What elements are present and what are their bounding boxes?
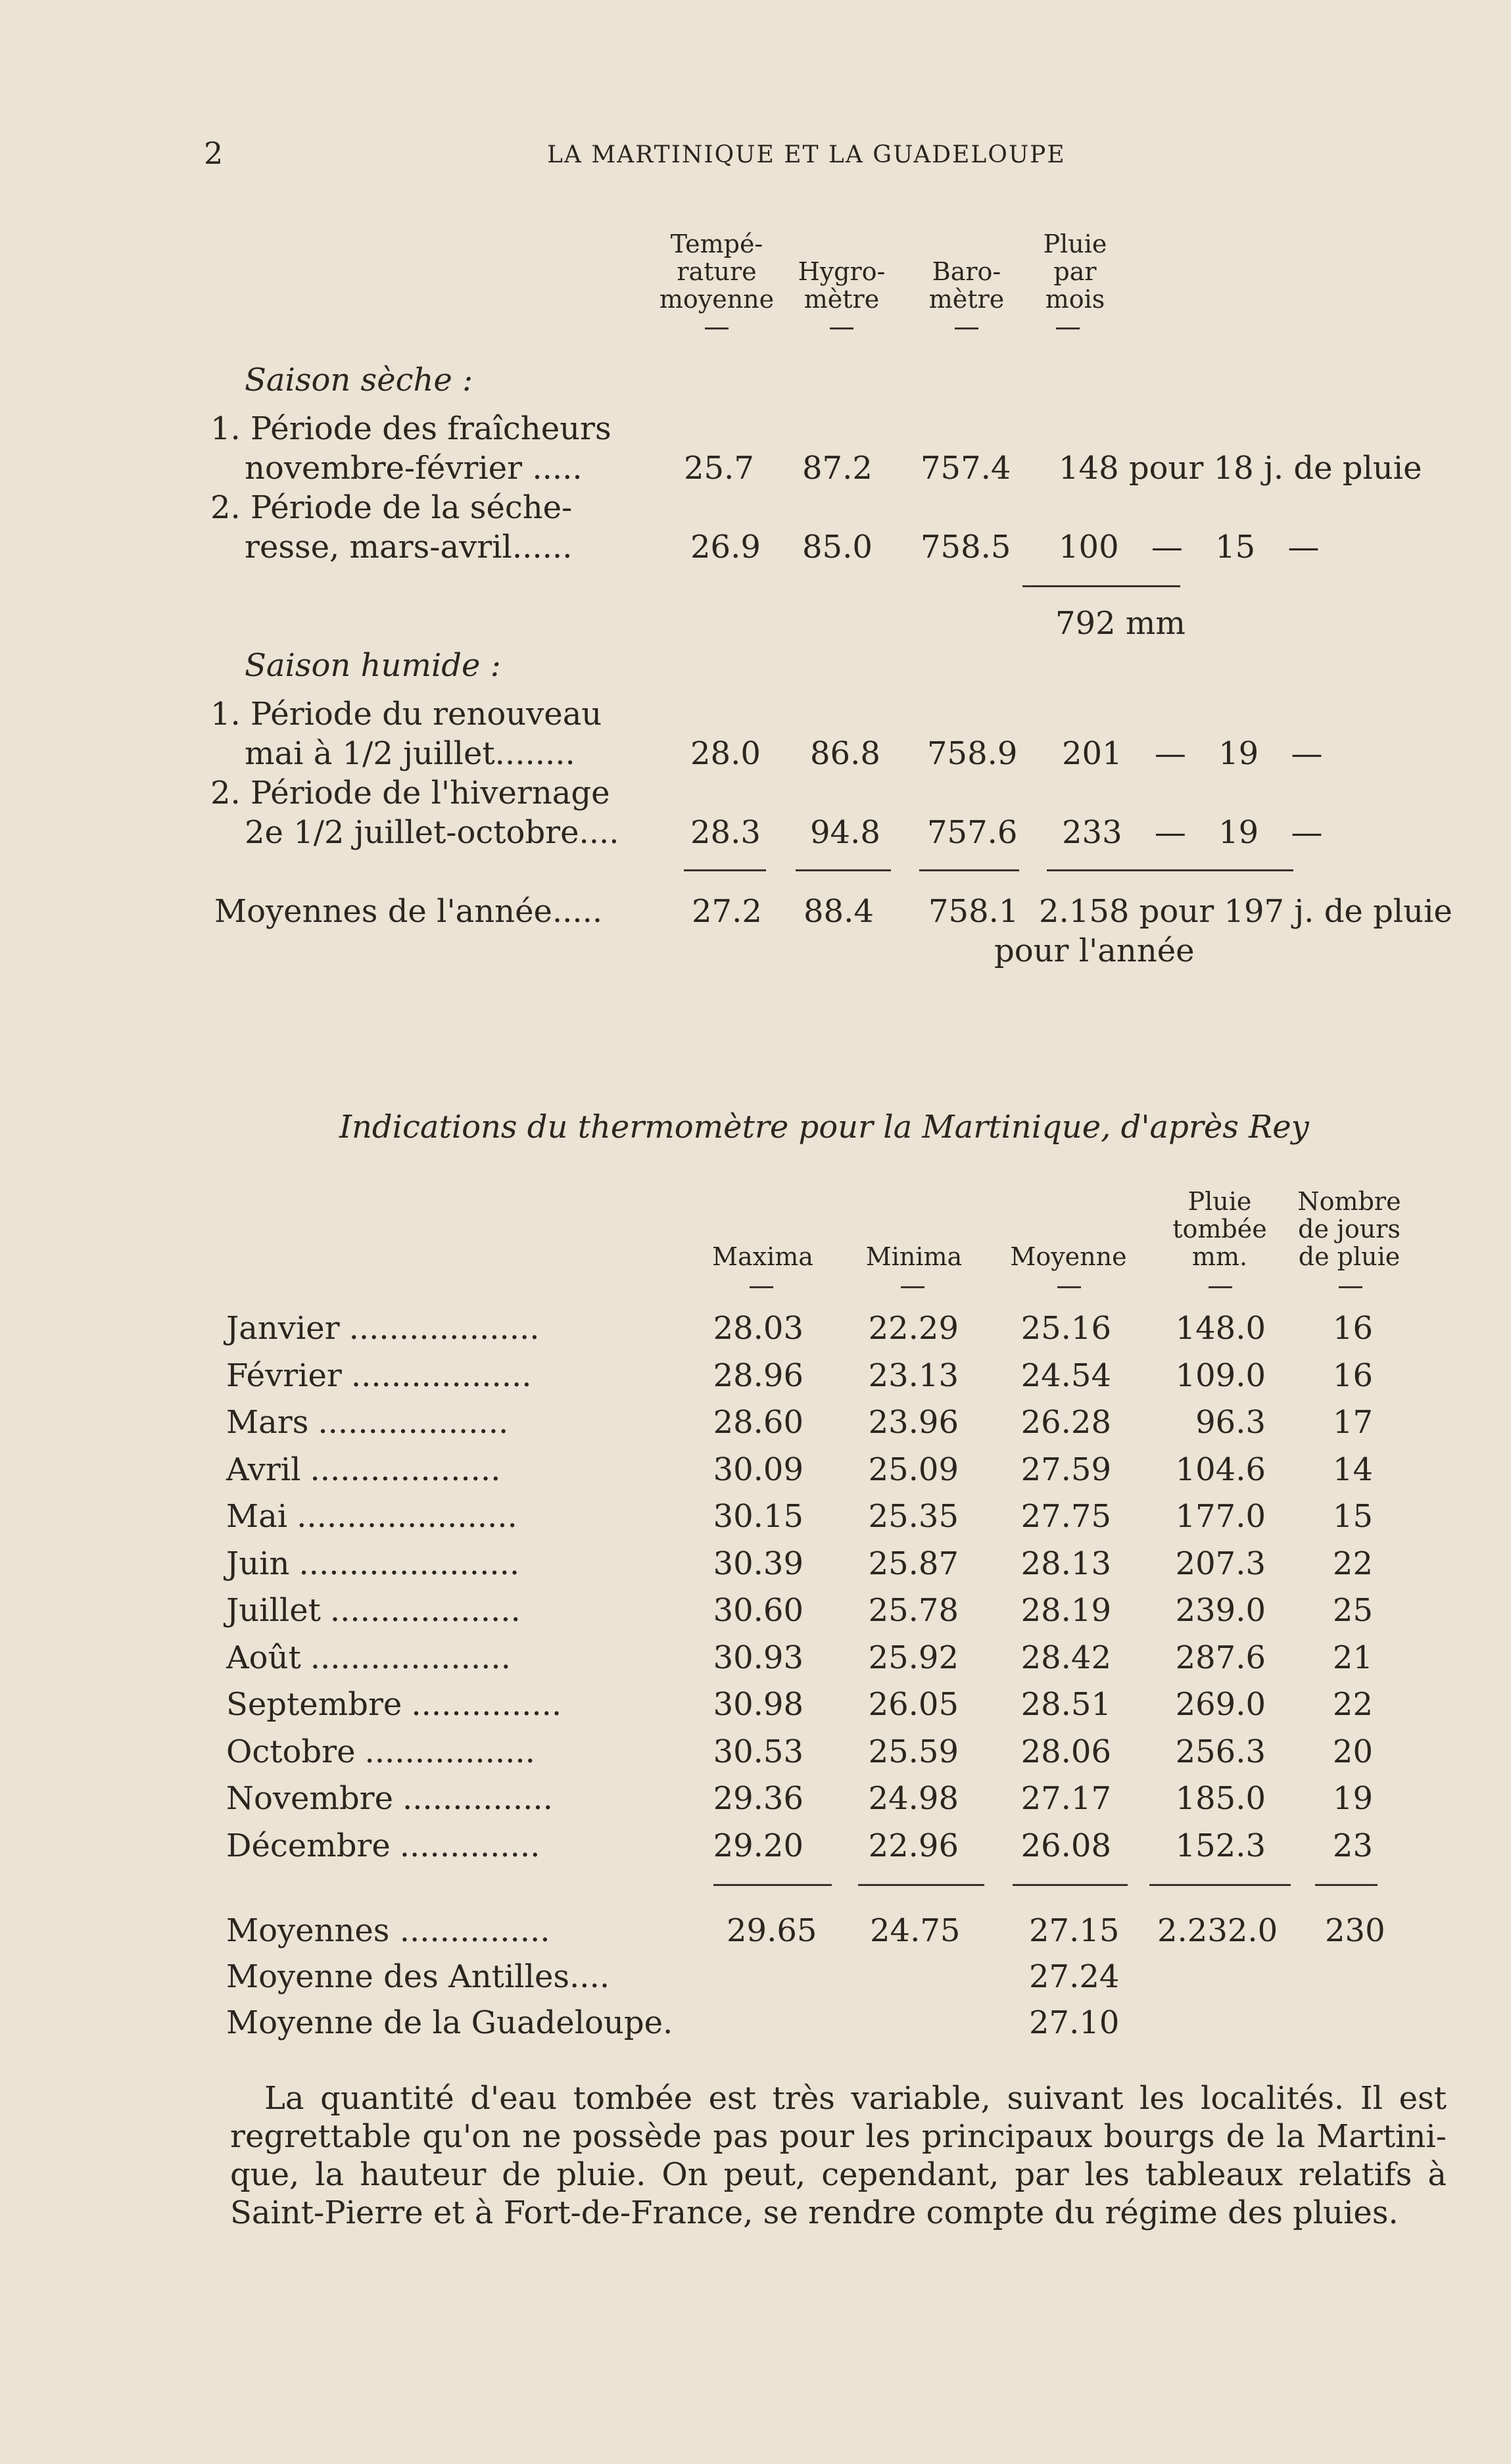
month-name: Janvier bbox=[226, 1310, 340, 1347]
cell-min: 22.96 bbox=[868, 1827, 959, 1864]
cell-rain: 96.3 bbox=[1195, 1404, 1266, 1441]
month-label bbox=[226, 1310, 540, 1347]
header-barometre: Baro- mètre bbox=[928, 257, 1005, 314]
cell-min: 25.59 bbox=[868, 1733, 959, 1770]
cell-rain: 104.6 bbox=[1175, 1451, 1266, 1488]
cell-rain: 100 — 15 — bbox=[1059, 529, 1320, 566]
cell-max: 28.60 bbox=[713, 1404, 803, 1441]
cell-rain: 269.0 bbox=[1175, 1686, 1266, 1723]
cell-baro: 758.5 bbox=[921, 529, 1011, 566]
header-hygrometre: Hygro- mètre bbox=[798, 257, 886, 314]
cell-moy: 28.19 bbox=[1020, 1592, 1111, 1629]
cell-min: 25.92 bbox=[868, 1639, 959, 1676]
row-label: 1. Période du renouveau bbox=[210, 696, 602, 733]
leader-dots: ................... bbox=[310, 1451, 501, 1488]
cell-max: 30.98 bbox=[713, 1686, 803, 1723]
leader-dots: ................... bbox=[329, 1592, 521, 1629]
cell-min: 25.87 bbox=[868, 1545, 959, 1582]
month-label bbox=[226, 1733, 535, 1770]
cell-max: 30.53 bbox=[713, 1733, 803, 1770]
cell-temp: 28.0 bbox=[690, 735, 761, 772]
page-number: 2 bbox=[204, 135, 224, 171]
dry-season-total: 792 mm bbox=[1055, 605, 1186, 642]
cell-moy: 25.16 bbox=[1020, 1310, 1111, 1347]
cell-min: 23.13 bbox=[868, 1357, 959, 1394]
cell-moy: 28.42 bbox=[1020, 1639, 1111, 1676]
cell-hygro: 94.8 bbox=[810, 814, 880, 851]
month-name: Novembre bbox=[226, 1780, 394, 1817]
cell-hygro: 86.8 bbox=[810, 735, 880, 772]
month-label bbox=[226, 1545, 519, 1582]
cell-max: 29.20 bbox=[713, 1827, 803, 1864]
cell-rain: 177.0 bbox=[1175, 1498, 1266, 1535]
header-maxima: Maxima bbox=[712, 1242, 813, 1271]
leader-dots: ................... bbox=[348, 1310, 540, 1347]
header-temperature: Tempé- rature moyenne bbox=[659, 229, 775, 314]
month-label bbox=[226, 1827, 540, 1864]
month-label bbox=[226, 1404, 508, 1441]
cell-temp: 26.9 bbox=[690, 529, 761, 566]
cell-moy: 28.13 bbox=[1020, 1545, 1111, 1582]
month-name: Juillet bbox=[226, 1592, 321, 1629]
month-label bbox=[226, 1686, 562, 1723]
cell-rain: 109.0 bbox=[1175, 1357, 1266, 1394]
row-label: mai à 1/2 juillet........ bbox=[245, 735, 575, 772]
table-title: Indications du thermomètre pour la Martinique, d'après Rey bbox=[339, 1109, 1309, 1146]
year-hygro: 88.4 bbox=[803, 893, 874, 930]
guadeloupe-label: Moyenne de la Guadeloupe. bbox=[226, 2004, 673, 2041]
cell-min: 23.96 bbox=[868, 1404, 959, 1441]
avg-min: 24.75 bbox=[870, 1912, 961, 1949]
cell-baro: 758.9 bbox=[927, 735, 1018, 772]
month-name: Juin bbox=[226, 1545, 290, 1582]
cell-rain: 152.3 bbox=[1175, 1827, 1266, 1864]
cell-hygro: 87.2 bbox=[802, 450, 873, 487]
month-name: Septembre bbox=[226, 1686, 402, 1723]
leader-dots: ............... bbox=[411, 1686, 562, 1723]
cell-rain: 256.3 bbox=[1175, 1733, 1266, 1770]
cell-moy: 26.28 bbox=[1020, 1404, 1111, 1441]
running-head: LA MARTINIQUE ET LA GUADELOUPE bbox=[547, 141, 1066, 168]
row-label: resse, mars-avril...... bbox=[245, 529, 573, 566]
month-name: Février bbox=[226, 1357, 342, 1394]
cell-moy: 27.17 bbox=[1020, 1780, 1111, 1817]
header-moyenne: Moyenne bbox=[1010, 1242, 1127, 1271]
cell-moy: 27.59 bbox=[1020, 1451, 1111, 1488]
cell-days: 20 bbox=[1332, 1733, 1373, 1770]
cell-rain: 148 pour 18 j. de pluie bbox=[1059, 450, 1422, 487]
row-label: 2e 1/2 juillet-octobre.... bbox=[245, 814, 619, 851]
leader-dots: ............... bbox=[402, 1780, 553, 1817]
cell-rain: 148.0 bbox=[1175, 1310, 1266, 1347]
cell-days: 22 bbox=[1332, 1545, 1373, 1582]
header-nombre-jours: Nombre de jours de pluie bbox=[1297, 1187, 1401, 1271]
month-label bbox=[226, 1639, 511, 1676]
cell-days: 16 bbox=[1332, 1357, 1373, 1394]
closing-paragraph: La quantité d'eau tombée est très variable, suivant les localités. Il est regrettable qu'on ne possède pas pour les principaux bourgs de la Martini- que, la hauteur de pluie. On peut, cependant, par les tableaux relatifs à Saint-Pierre et à Fort-de-France, se rendre compte du régime des pluies. bbox=[230, 2080, 1447, 2231]
month-label bbox=[226, 1451, 500, 1488]
cell-rain: 201 — 19 — bbox=[1062, 735, 1323, 772]
cell-max: 30.93 bbox=[713, 1639, 803, 1676]
cell-moy: 28.51 bbox=[1020, 1686, 1111, 1723]
year-rain: 2.158 pour 197 j. de pluie bbox=[1039, 893, 1452, 930]
leader-dots: ................... bbox=[318, 1404, 509, 1441]
leader-dots: ...................... bbox=[299, 1545, 520, 1582]
month-label bbox=[226, 1498, 517, 1535]
cell-max: 28.96 bbox=[713, 1357, 803, 1394]
cell-days: 21 bbox=[1332, 1639, 1373, 1676]
header-minima: Minima bbox=[865, 1242, 963, 1271]
cell-days: 23 bbox=[1332, 1827, 1373, 1864]
cell-baro: 757.6 bbox=[927, 814, 1018, 851]
cell-min: 25.78 bbox=[868, 1592, 959, 1629]
avg-max: 29.65 bbox=[727, 1912, 817, 1949]
cell-moy: 24.54 bbox=[1020, 1357, 1111, 1394]
cell-rain: 239.0 bbox=[1175, 1592, 1266, 1629]
month-name: Mai bbox=[226, 1498, 288, 1535]
year-baro: 758.1 bbox=[928, 893, 1019, 930]
cell-min: 24.98 bbox=[868, 1780, 959, 1817]
month-label bbox=[226, 1780, 553, 1817]
month-label bbox=[226, 1357, 532, 1394]
cell-baro: 757.4 bbox=[921, 450, 1011, 487]
cell-moy: 28.06 bbox=[1020, 1733, 1111, 1770]
leader-dots: ................. bbox=[364, 1733, 535, 1770]
cell-temp: 28.3 bbox=[690, 814, 761, 851]
antilles-label: Moyenne des Antilles.... bbox=[226, 1958, 610, 1995]
row-label: 2. Période de la séche- bbox=[210, 489, 573, 526]
cell-max: 30.39 bbox=[713, 1545, 803, 1582]
cell-moy: 26.08 bbox=[1020, 1827, 1111, 1864]
cell-days: 14 bbox=[1332, 1451, 1373, 1488]
cell-rain: 233 — 19 — bbox=[1062, 814, 1323, 851]
antilles-moy: 27.24 bbox=[1029, 1958, 1120, 1995]
avg-rain: 2.232.0 bbox=[1157, 1912, 1278, 1949]
cell-moy: 27.75 bbox=[1020, 1498, 1111, 1535]
cell-max: 30.15 bbox=[713, 1498, 803, 1535]
cell-days: 25 bbox=[1332, 1592, 1373, 1629]
month-name: Août bbox=[226, 1639, 301, 1676]
section-wet-season: Saison humide : bbox=[245, 647, 501, 684]
section-dry-season: Saison sèche : bbox=[245, 362, 473, 399]
cell-rain: 207.3 bbox=[1175, 1545, 1266, 1582]
avg-moy: 27.15 bbox=[1029, 1912, 1120, 1949]
month-name: Décembre bbox=[226, 1827, 391, 1864]
header-pluie-tombee: Pluie tombée mm. bbox=[1172, 1187, 1267, 1271]
guadeloupe-moy: 27.10 bbox=[1029, 2004, 1120, 2041]
row-label: 2. Période de l'hivernage bbox=[210, 775, 610, 811]
leader-dots: .................. bbox=[350, 1357, 532, 1394]
year-temp: 27.2 bbox=[692, 893, 762, 930]
cell-hygro: 85.0 bbox=[802, 529, 873, 566]
cell-days: 22 bbox=[1332, 1686, 1373, 1723]
row-label: novembre-février ..... bbox=[245, 450, 583, 487]
cell-min: 26.05 bbox=[868, 1686, 959, 1723]
cell-min: 25.09 bbox=[868, 1451, 959, 1488]
cell-days: 19 bbox=[1332, 1780, 1373, 1817]
year-average-label: Moyennes de l'année..... bbox=[214, 893, 603, 930]
leader-dots: .............. bbox=[399, 1827, 540, 1864]
leader-dots: .................... bbox=[310, 1639, 511, 1676]
row-label: 1. Période des fraîcheurs bbox=[210, 410, 612, 447]
month-label bbox=[226, 1592, 521, 1629]
cell-rain: 185.0 bbox=[1175, 1780, 1266, 1817]
leader-dots: ...................... bbox=[297, 1498, 517, 1535]
header-pluie-mois: Pluie par mois bbox=[1043, 229, 1107, 314]
month-name: Octobre bbox=[226, 1733, 356, 1770]
cell-temp: 25.7 bbox=[684, 450, 754, 487]
cell-days: 15 bbox=[1332, 1498, 1373, 1535]
cell-min: 25.35 bbox=[868, 1498, 959, 1535]
avg-days: 230 bbox=[1325, 1912, 1385, 1949]
cell-days: 16 bbox=[1332, 1310, 1373, 1347]
cell-rain: 287.6 bbox=[1175, 1639, 1266, 1676]
cell-max: 30.60 bbox=[713, 1592, 803, 1629]
cell-min: 22.29 bbox=[868, 1310, 959, 1347]
cell-max: 29.36 bbox=[713, 1780, 803, 1817]
month-name: Mars bbox=[226, 1404, 309, 1441]
avg-label: Moyennes ............... bbox=[226, 1912, 550, 1949]
month-name: Avril bbox=[226, 1451, 301, 1488]
year-rain-note: pour l'année bbox=[994, 932, 1195, 969]
cell-max: 30.09 bbox=[713, 1451, 803, 1488]
cell-days: 17 bbox=[1332, 1404, 1373, 1441]
cell-max: 28.03 bbox=[713, 1310, 803, 1347]
